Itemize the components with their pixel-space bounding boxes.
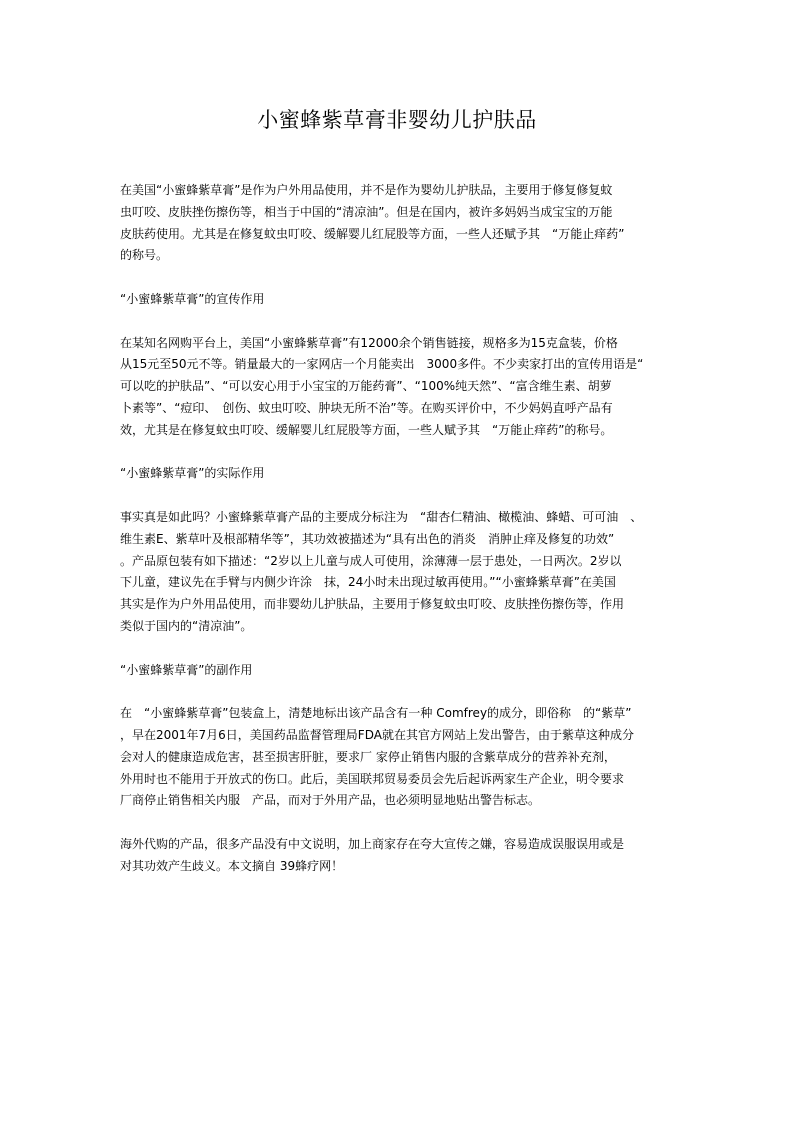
paragraph-line: 卜素等”、“痘印、 创伤、蚊虫叮咬、肿块无所不治”等。在购买评价中，不少妈妈直呼产品有 bbox=[120, 400, 613, 415]
paragraph-line: 。产品原包装有如下描述：“2岁以上儿童与成人可使用，涂薄薄一层于患处，一日两次。2岁以 bbox=[120, 553, 622, 568]
paragraph-line: ，早在2001年7月6日，美国药品监督管理局FDA就在其官方网站上发出警告，由于紫草这种成分 bbox=[120, 727, 634, 742]
paragraph-line: 类似于国内的“清凉油”。 bbox=[120, 618, 253, 633]
paragraph-line: 在某知名网购平台上，美国“小蜜蜂紫草膏”有12000余个销售链接，规格多为15克盒装，价格 bbox=[120, 335, 618, 350]
paragraph-spacer bbox=[120, 442, 680, 464]
paragraph-spacer bbox=[120, 812, 680, 834]
section-heading: “小蜜蜂紫草膏”的副作用 bbox=[120, 662, 253, 677]
paragraph-spacer bbox=[120, 267, 680, 289]
section-paragraph bbox=[120, 333, 680, 442]
intro-paragraph bbox=[120, 180, 680, 267]
paragraph-line: 下儿童，建议先在手臂与内侧少许涂 抹，24小时未出现过敏再使用。”“小蜜蜂紫草膏”在美国 bbox=[120, 575, 616, 590]
paragraph-line: 在 “小蜜蜂紫草膏”包装盒上，清楚地标出该产品含有一种 Comfrey的成分，即俗称 的“紫草” bbox=[120, 706, 632, 721]
section-paragraph bbox=[120, 703, 680, 812]
paragraph-line: 虫叮咬、皮肤挫伤擦伤等，相当于中国的“清凉油”。但是在国内，被许多妈妈当成宝宝的万能 bbox=[120, 204, 613, 219]
paragraph-spacer bbox=[120, 485, 680, 507]
page-title: 小蜜蜂紫草膏非婴幼儿护肤品 bbox=[257, 108, 537, 132]
paragraph-line: 事实真是如此吗？小蜜蜂紫草膏产品的主要成分标注为 “甜杏仁精油、橄榄油、蜂蜡、可可油 、 bbox=[120, 509, 643, 524]
paragraph-spacer bbox=[120, 311, 680, 333]
paragraph-line: 的称号。 bbox=[120, 248, 169, 263]
paragraph-line: 会对人的健康造成危害，甚至损害肝脏，要求厂 家停止销售内服的含紫草成分的营养补充剂， bbox=[120, 749, 616, 764]
paragraph-line: 可以吃的护肤品”、“可以安心用于小宝宝的万能药膏”、“100%纯天然”、“富含维生素、胡萝 bbox=[120, 379, 612, 394]
article-body bbox=[120, 180, 680, 878]
paragraph-spacer bbox=[120, 638, 680, 660]
paragraph-line: 其实是作为户外用品使用，而非婴幼儿护肤品，主要用于修复蚊虫叮咬、皮肤挫伤擦伤等，作用 bbox=[120, 597, 625, 612]
section-paragraph bbox=[120, 507, 680, 638]
section-heading: “小蜜蜂紫草膏”的宣传作用 bbox=[120, 291, 265, 306]
paragraph-line: 厂商停止销售相关内服 产品，而对于外用产品，也必须明显地贴出警告标志。 bbox=[120, 793, 541, 808]
paragraph-line: 在美国“小蜜蜂紫草膏”是作为户外用品使用，并不是作为婴幼儿护肤品，主要用于修复修复蚊 bbox=[120, 183, 613, 197]
paragraph-line: 对其功效产生歧义。本文摘自 39蜂疗网！ bbox=[120, 858, 344, 873]
paragraph-line: 外用时也不能用于开放式的伤口。此后，美国联邦贸易委员会先后起诉两家生产企业，明令要求 bbox=[120, 771, 625, 786]
closing-paragraph bbox=[120, 834, 680, 878]
paragraph-spacer bbox=[120, 681, 680, 703]
paragraph-line: 效，尤其是在修复蚊虫叮咬、缓解婴儿红屁股等方面，一些人赋予其 “万能止痒药”的称号。 bbox=[120, 422, 613, 437]
paragraph-line: 从15元至50元不等。销量最大的一家网店一个月能卖出 3000多件。不少卖家打出的宣传用语是“ bbox=[120, 357, 644, 372]
paragraph-line: 皮肤药使用。尤其是在修复蚊虫叮咬、缓解婴儿红屁股等方面，一些人还赋予其 “万能止痒药” bbox=[120, 226, 625, 241]
section-heading: “小蜜蜂紫草膏”的实际作用 bbox=[120, 466, 265, 481]
paragraph-line: 海外代购的产品，很多产品没有中文说明，加上商家存在夸大宣传之嫌，容易造成误服误用或是 bbox=[120, 836, 625, 851]
paragraph-line: 维生素E、紫草叶及根部精华等”，其功效被描述为“具有出色的消炎 消肿止痒及修复的功效” bbox=[120, 531, 615, 546]
